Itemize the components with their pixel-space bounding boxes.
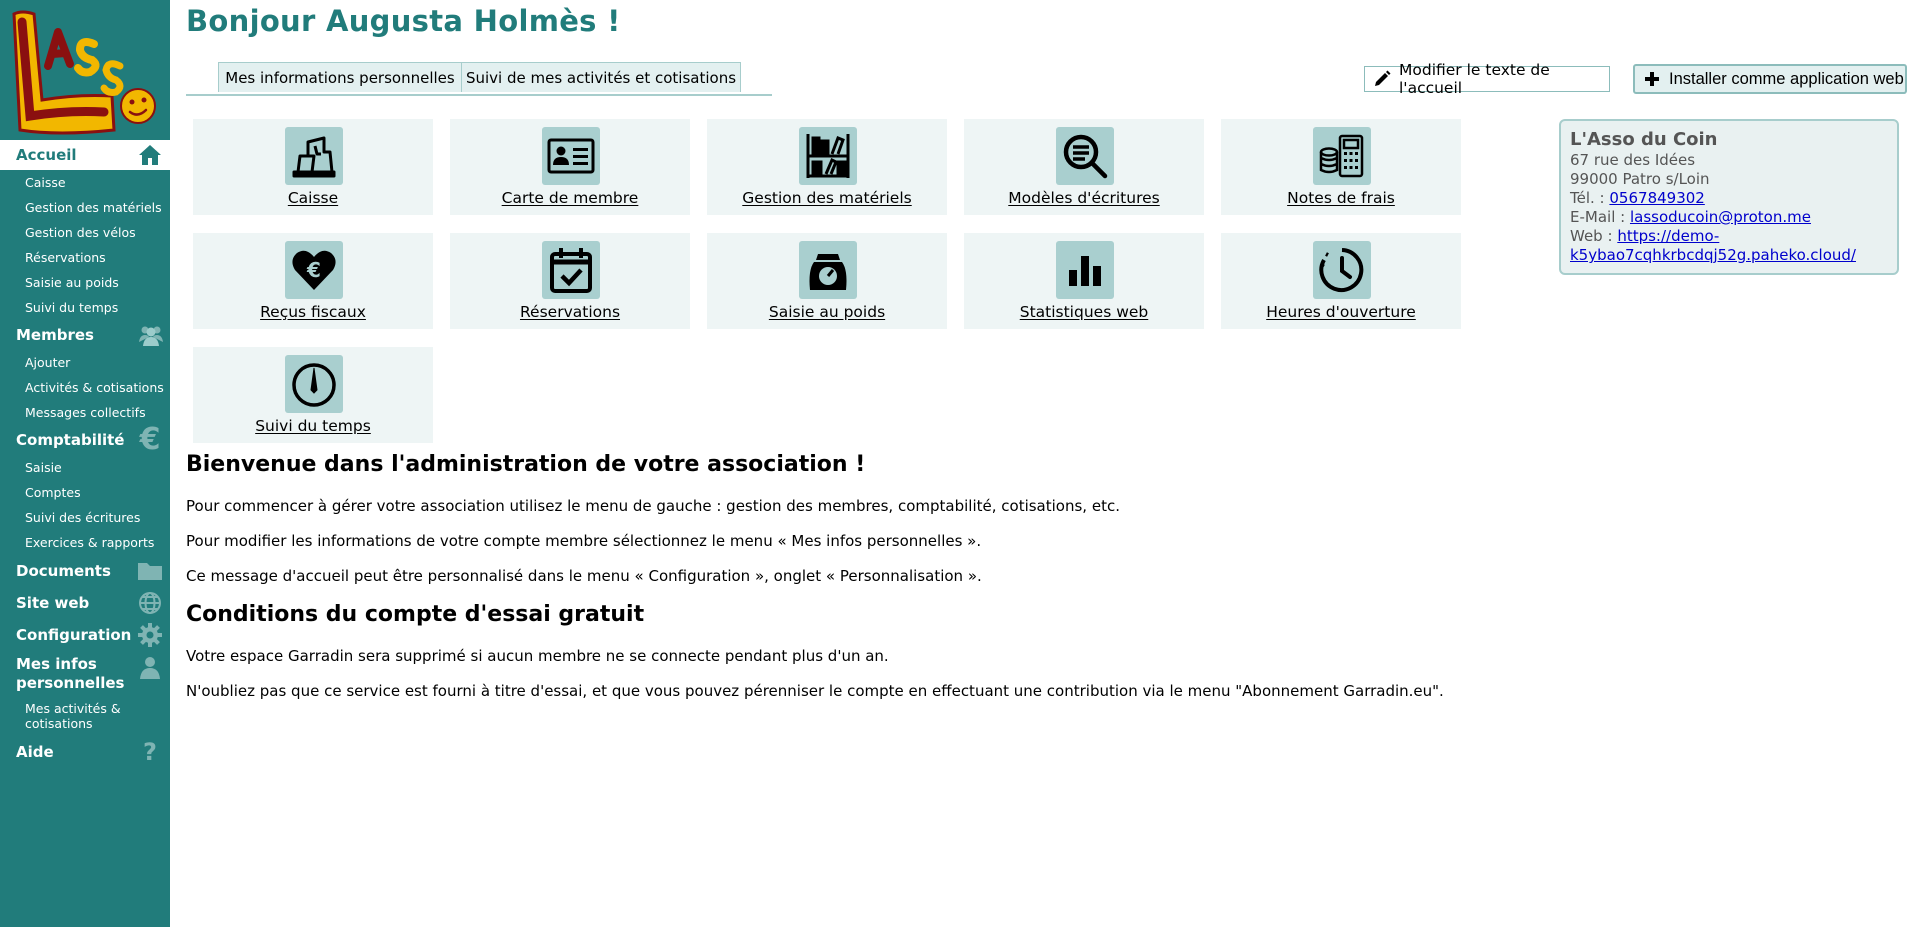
svg-text:€: €	[307, 258, 321, 282]
cash-register-icon	[285, 127, 343, 185]
nav-mes-activites-label: Mes activités & cotisations	[25, 701, 121, 731]
magnifier-list-icon	[1056, 127, 1114, 185]
coins-calculator-icon	[1313, 127, 1371, 185]
gear-icon	[137, 622, 163, 648]
nav-activites-cotisations[interactable]: Activités & cotisations	[25, 380, 164, 395]
edit-home-text-label: Modifier le texte de l'accueil	[1399, 61, 1550, 97]
nav-saisie[interactable]: Saisie	[25, 460, 62, 475]
page-title: Bonjour Augusta Holmès !	[186, 4, 621, 38]
id-card-icon	[542, 127, 600, 185]
shelves-icon	[799, 127, 857, 185]
tile-caisse-label: Caisse	[287, 189, 339, 207]
tile-reservations[interactable]	[450, 233, 690, 329]
nav-configuration-label: Configuration	[16, 626, 132, 644]
email-label: E-Mail :	[1570, 208, 1626, 226]
tile-statistiques-web-label: Statistiques web	[1019, 303, 1149, 321]
trial-paragraph-1: Votre espace Garradin sera supprimé si aucun membre ne se connecte pendant plus d'un an.	[186, 647, 889, 665]
tab-bar	[186, 62, 772, 96]
edit-home-text-button[interactable]	[1364, 61, 1610, 97]
tile-notes-frais-label: Notes de frais	[1287, 189, 1395, 207]
stopwatch-icon	[285, 355, 343, 413]
tile-gestion-materiels[interactable]	[707, 119, 947, 215]
nav-mes-infos-label: Mes infos personnelles	[16, 655, 125, 692]
tile-statistiques-web[interactable]	[964, 233, 1204, 329]
web-link-line1[interactable]: https://demo-	[1617, 227, 1720, 245]
nav-messages-collectifs[interactable]: Messages collectifs	[25, 405, 146, 420]
euro-icon: €	[139, 422, 161, 457]
tile-recus-fiscaux-label: Reçus fiscaux	[260, 303, 366, 321]
trial-paragraph-2: N'oubliez pas que ce service est fourni à titre d'essai, et que vous pouvez pérenniser le compte en effectuant une contribution via le menu "Abonnement Garradin.eu".	[186, 682, 1444, 700]
nav-gestion-velos[interactable]: Gestion des vélos	[25, 225, 136, 240]
pencil-icon	[1373, 70, 1391, 88]
nav-membres[interactable]	[0, 320, 170, 350]
nav-suivi-ecritures[interactable]: Suivi des écritures	[25, 510, 141, 525]
sidebar	[0, 0, 170, 927]
tile-recus-fiscaux[interactable]	[193, 233, 433, 329]
globe-icon	[137, 590, 163, 616]
tile-gestion-materiels-label: Gestion des matériels	[742, 189, 912, 207]
tile-modeles-ecritures[interactable]	[964, 119, 1204, 215]
phone-label: Tél. :	[1570, 189, 1605, 207]
nav-site-web[interactable]	[0, 587, 170, 619]
nav-saisie-poids[interactable]: Saisie au poids	[25, 275, 119, 290]
nav-mes-infos[interactable]	[0, 651, 170, 697]
association-email-row	[1570, 208, 1888, 227]
phone-link[interactable]: 0567849302	[1609, 189, 1705, 207]
nav-accueil-label: Accueil	[16, 146, 77, 164]
tile-carte-membre[interactable]	[450, 119, 690, 215]
plus-icon	[1643, 70, 1661, 88]
tile-saisie-poids[interactable]	[707, 233, 947, 329]
tile-suivi-temps[interactable]	[193, 347, 433, 443]
nav-configuration[interactable]	[0, 619, 170, 651]
nav-comptes[interactable]: Comptes	[25, 485, 81, 500]
asso-logo[interactable]	[8, 8, 162, 138]
install-web-app-label: Installer comme application web	[1669, 69, 1904, 88]
welcome-title: Bienvenue dans l'administration de votre association !	[186, 452, 866, 477]
nav-comptabilite-label: Comptabilité	[16, 431, 125, 449]
tile-carte-membre-label: Carte de membre	[501, 189, 639, 207]
tile-heures-ouverture[interactable]	[1221, 233, 1461, 329]
nav-reservations[interactable]: Réservations	[25, 250, 106, 265]
nav-ajouter[interactable]: Ajouter	[25, 355, 71, 370]
scale-icon	[799, 241, 857, 299]
nav-suivi-temps[interactable]: Suivi du temps	[25, 300, 119, 315]
trial-title: Conditions du compte d'essai gratuit	[186, 602, 645, 627]
folder-icon	[137, 558, 163, 584]
nav-aide[interactable]	[0, 735, 170, 769]
tile-heures-ouverture-label: Heures d'ouverture	[1266, 303, 1416, 321]
help-icon: ?	[143, 738, 157, 766]
user-icon	[137, 654, 163, 680]
calendar-check-icon	[542, 241, 600, 299]
tile-suivi-temps-label: Suivi du temps	[255, 417, 371, 435]
tile-modeles-ecritures-label: Modèles d'écritures	[1008, 189, 1160, 207]
nav-accueil[interactable]	[0, 140, 170, 170]
association-address-line1: 67 rue des Idées	[1570, 151, 1696, 169]
welcome-paragraph-2: Pour modifier les informations de votre compte membre sélectionnez le menu « Mes infos personnelles ».	[186, 532, 982, 550]
nav-exercices-rapports[interactable]: Exercices & rapports	[25, 535, 155, 550]
nav-site-web-label: Site web	[16, 594, 90, 612]
users-icon	[136, 322, 166, 348]
welcome-paragraph-3: Ce message d'accueil peut être personnalisé dans le menu « Configuration », onglet « Personnalisation ».	[186, 567, 982, 585]
nav-documents[interactable]	[0, 555, 170, 587]
install-web-app-button[interactable]	[1633, 64, 1907, 94]
tile-reservations-label: Réservations	[519, 303, 621, 321]
nav-aide-label: Aide	[16, 743, 54, 761]
home-icon	[137, 142, 163, 168]
nav-mes-activites[interactable]	[0, 697, 170, 735]
tab-suivi-activites[interactable]: Suivi de mes activités et cotisations	[461, 62, 741, 92]
tile-caisse[interactable]	[193, 119, 433, 215]
nav-membres-label: Membres	[16, 326, 94, 344]
web-label: Web :	[1570, 227, 1613, 245]
main-menu	[0, 140, 170, 769]
main-content	[186, 0, 1919, 927]
tab-mes-informations[interactable]: Mes informations personnelles	[218, 62, 462, 92]
clock-icon	[1313, 241, 1371, 299]
nav-gestion-materiels[interactable]: Gestion des matériels	[25, 200, 162, 215]
nav-documents-label: Documents	[16, 562, 111, 580]
email-link[interactable]: lassoducoin@proton.me	[1629, 208, 1811, 226]
association-phone-row	[1570, 189, 1888, 208]
nav-caisse[interactable]: Caisse	[25, 175, 66, 190]
web-link-line2[interactable]: k5ybao7cqhkrbcdqj52g.paheko.cloud/	[1570, 246, 1856, 264]
association-name: L'Asso du Coin	[1570, 129, 1718, 150]
association-web-row	[1570, 227, 1888, 265]
association-address-line2: 99000 Patro s/Loin	[1570, 170, 1710, 188]
tile-saisie-poids-label: Saisie au poids	[768, 303, 886, 321]
tile-notes-frais[interactable]	[1221, 119, 1461, 215]
welcome-paragraph-1: Pour commencer à gérer votre association utilisez le menu de gauche : gestion des membres, comptabilité, cotisations, etc.	[186, 497, 1120, 515]
nav-comptabilite[interactable]	[0, 422, 170, 457]
bar-chart-icon	[1056, 241, 1114, 299]
association-card	[1559, 119, 1899, 275]
heart-euro-icon	[285, 241, 343, 299]
